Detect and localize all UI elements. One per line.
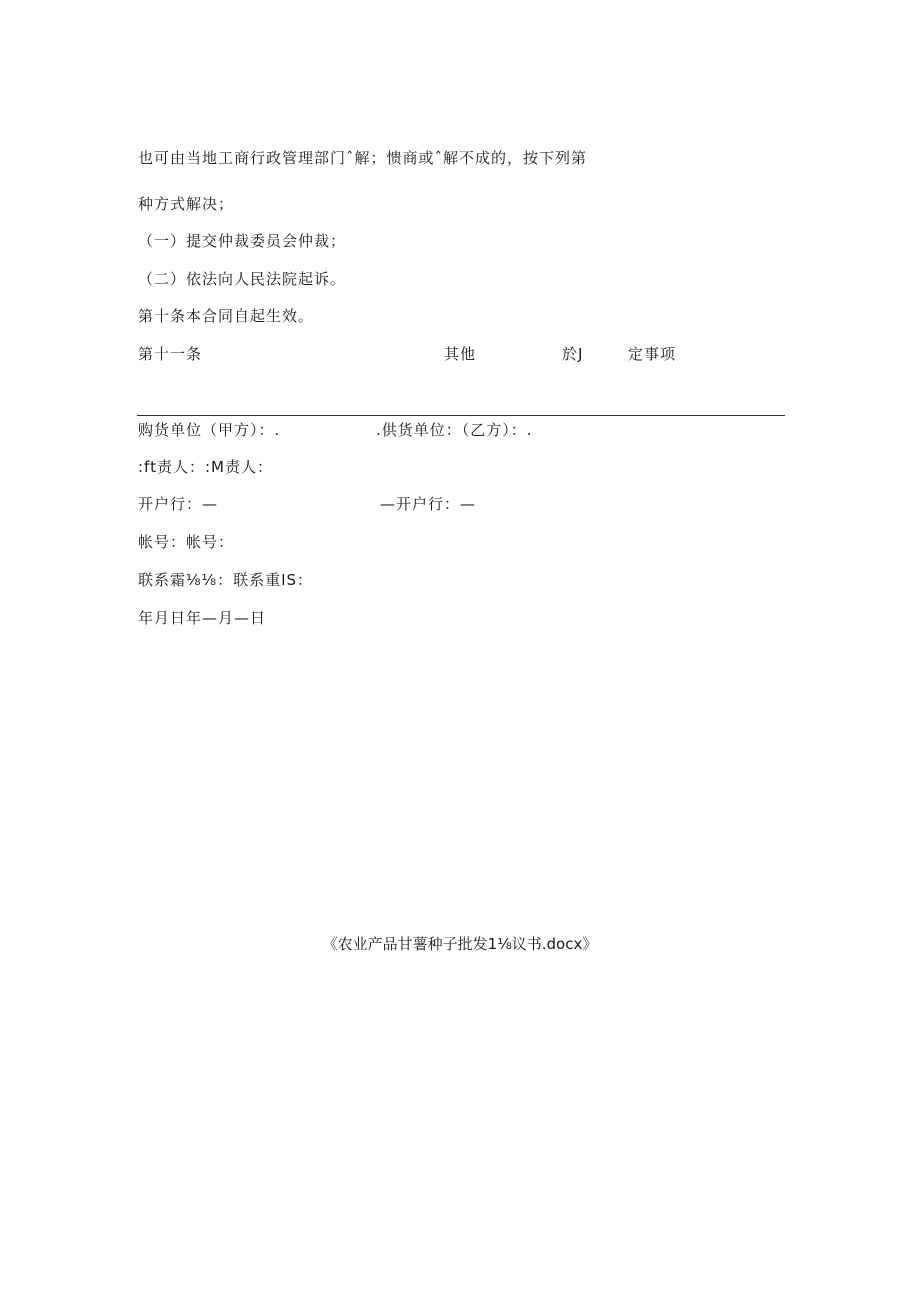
document-filename: 《农业产品甘薯种子批发1⅛议书.docx》 [322, 935, 598, 953]
option-arbitration: （一）提交仲裁委员会仲裁； [138, 232, 347, 250]
account-numbers: 帐号：帐号： [138, 533, 235, 551]
paragraph-line-1: 也可由当地工商行政管理部门ˆ解；愦商或ˆ解不成的，按下列第 [138, 149, 588, 167]
signature-divider [137, 415, 785, 416]
article-11-heading: 第十一条 [138, 345, 203, 363]
seller-label: .供货单位：（乙方）：. [376, 421, 533, 439]
signing-dates: 年月日年—月—日 [138, 609, 267, 627]
contact-phones: 联系霜⅛⅛：联系重IS： [138, 571, 314, 589]
buyer-label: 购货单位（甲方）：. [138, 421, 281, 439]
article-10: 第十条本合同自起生效。 [138, 307, 315, 325]
option-lawsuit: （二）依法向人民法院起诉。 [138, 270, 347, 288]
person-in-charge: :ft责人：:M责人： [138, 458, 273, 476]
article-11-part-middle: 於J [562, 345, 584, 363]
article-11-part-matters: 定事项 [628, 345, 677, 363]
paragraph-line-2: 种方式解决； [138, 195, 235, 213]
bank-right: —开户行：— [380, 495, 477, 513]
bank-left: 开户行：— [138, 495, 219, 513]
article-11-part-other: 其他 [444, 345, 477, 363]
